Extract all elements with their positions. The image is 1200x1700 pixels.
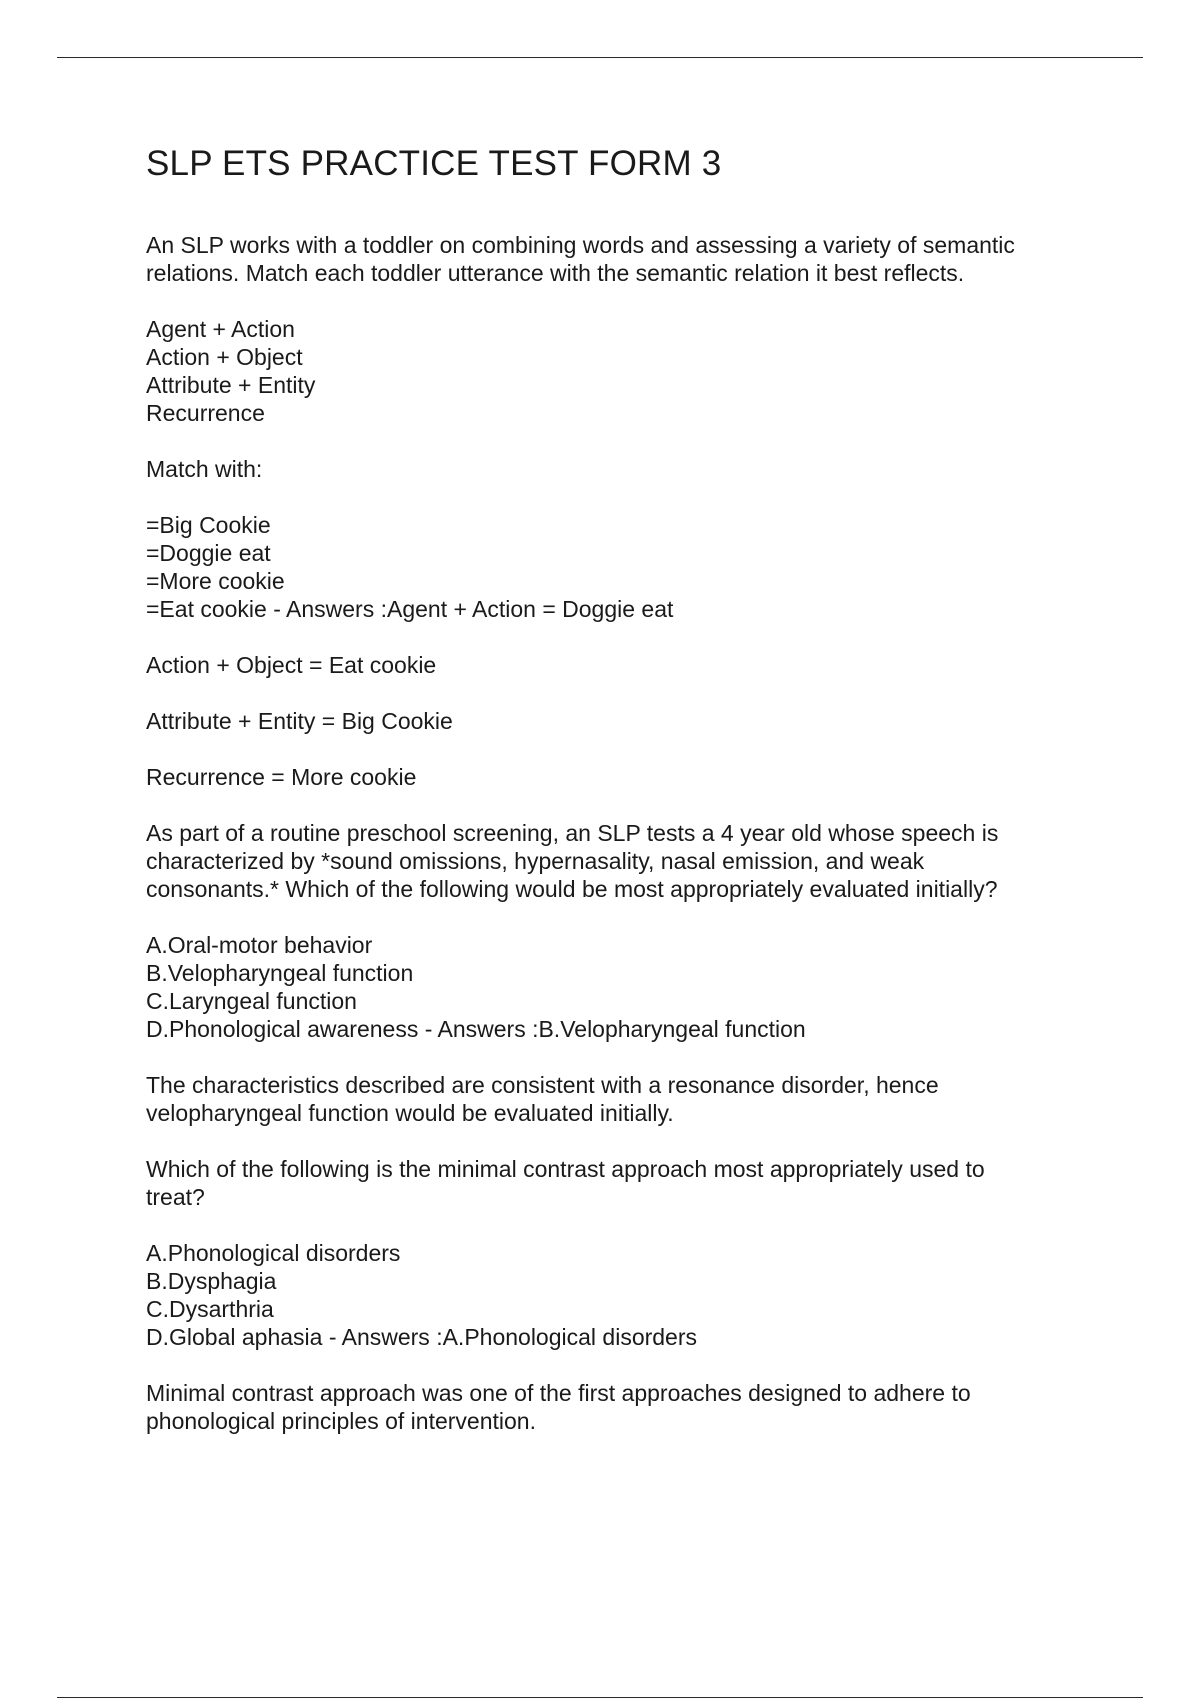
- question-3-explanation: [146, 1379, 1086, 1435]
- text-line: Agent + Action: [146, 316, 295, 342]
- question-3-stem: [146, 1155, 1086, 1211]
- text-line: =Eat cookie - Answers :Agent + Action = Doggie eat: [146, 596, 674, 622]
- bottom-rule: [57, 1697, 1143, 1698]
- question-2-stem: [146, 819, 1086, 903]
- text-line: B.Dysphagia: [146, 1268, 277, 1294]
- text-line: consonants.* Which of the following would be most appropriately evaluated initially?: [146, 876, 998, 902]
- text-line: velopharyngeal function would be evaluated initially.: [146, 1100, 674, 1126]
- question-2-options: [146, 931, 1086, 1043]
- text-line: Attribute + Entity: [146, 372, 316, 398]
- text-line: Attribute + Entity = Big Cookie: [146, 708, 453, 734]
- top-rule: [57, 57, 1143, 58]
- text-line: Which of the following is the minimal contrast approach most appropriately used to: [146, 1156, 985, 1182]
- text-line: =Doggie eat: [146, 540, 271, 566]
- text-line: Recurrence: [146, 400, 265, 426]
- text-line: =Big Cookie: [146, 512, 271, 538]
- question-3-options: [146, 1239, 1086, 1351]
- document-body: [146, 143, 1086, 1463]
- text-line: D.Global aphasia - Answers :A.Phonological disorders: [146, 1324, 698, 1350]
- text-line: B.Velopharyngeal function: [146, 960, 414, 986]
- text-line: Match with:: [146, 456, 263, 482]
- question-2-explanation: [146, 1071, 1086, 1127]
- text-line: =More cookie: [146, 568, 285, 594]
- text-line: relations. Match each toddler utterance with the semantic relation it best reflects.: [146, 260, 965, 286]
- text-line: Action + Object = Eat cookie: [146, 652, 437, 678]
- question-1-utterances: [146, 511, 1086, 623]
- question-1-relations: [146, 315, 1086, 427]
- text-line: phonological principles of intervention.: [146, 1408, 536, 1434]
- text-line: C.Dysarthria: [146, 1296, 274, 1322]
- text-line: treat?: [146, 1184, 205, 1210]
- text-line: An SLP works with a toddler on combining words and assessing a variety of semantic: [146, 232, 1015, 258]
- text-line: Action + Object: [146, 344, 303, 370]
- text-line: A.Phonological disorders: [146, 1240, 401, 1266]
- question-1-answer-2: [146, 651, 1086, 679]
- text-line: As part of a routine preschool screening, an SLP tests a 4 year old whose speech is: [146, 820, 999, 846]
- text-line: Recurrence = More cookie: [146, 764, 417, 790]
- text-line: D.Phonological awareness - Answers :B.Velopharyngeal function: [146, 1016, 806, 1042]
- question-1-stem: [146, 231, 1086, 287]
- text-line: Minimal contrast approach was one of the first approaches designed to adhere to: [146, 1380, 971, 1406]
- text-line: C.Laryngeal function: [146, 988, 357, 1014]
- text-line: characterized by *sound omissions, hypernasality, nasal emission, and weak: [146, 848, 925, 874]
- question-1-answer-3: [146, 707, 1086, 735]
- text-line: A.Oral-motor behavior: [146, 932, 373, 958]
- question-1-answer-4: [146, 763, 1086, 791]
- text-line: The characteristics described are consistent with a resonance disorder, hence: [146, 1072, 939, 1098]
- question-1-match-heading: [146, 455, 1086, 483]
- page-title: SLP ETS PRACTICE TEST FORM 3: [146, 144, 722, 183]
